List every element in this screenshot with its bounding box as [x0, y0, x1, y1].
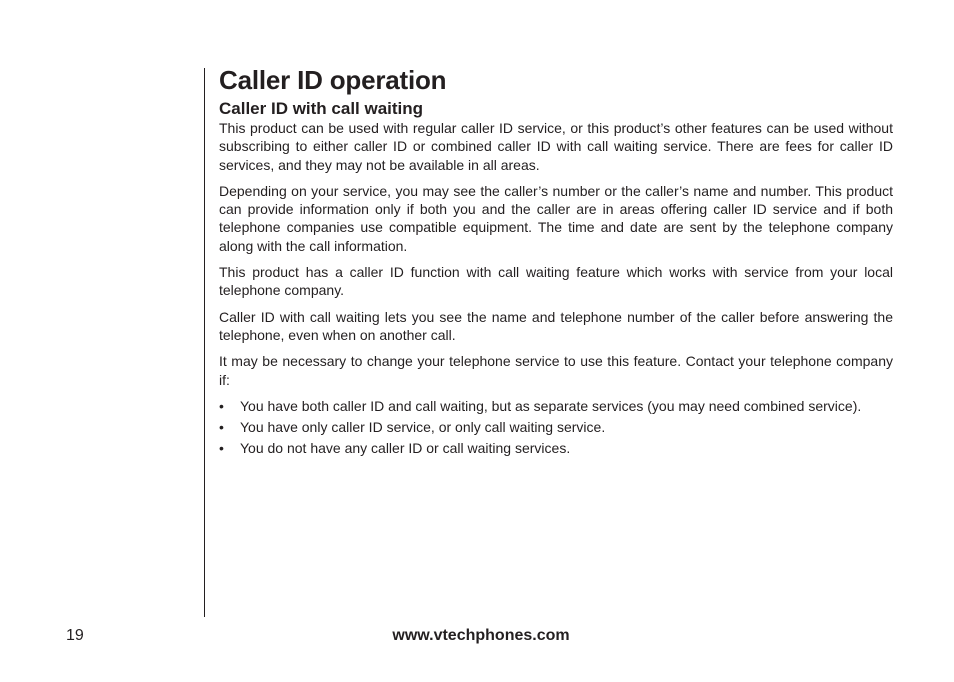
- paragraph-call-waiting: Caller ID with call waiting lets you see the name and telephone number of the caller before answering the telephone, even when on another call.: [219, 308, 893, 343]
- page-number: 19: [66, 627, 84, 644]
- page-content: [219, 64, 893, 460]
- bullet-icon: •: [219, 397, 224, 414]
- conditions-list: [219, 397, 893, 457]
- list-item: [219, 418, 893, 436]
- list-item-text: You have only caller ID service, or only call waiting service.: [240, 418, 606, 435]
- paragraph-contact: It may be necessary to change your telephone service to use this feature. Contact your telephone company if:: [219, 353, 893, 388]
- margin-rule: [204, 68, 205, 617]
- list-item: [219, 397, 893, 415]
- paragraph-service-display: Depending on your service, you may see the caller’s number or the caller’s name and number. This product can provide information only if both you and the caller are in areas offering caller ID service and if both telephone companies use compatible equipment. The time and date are sent by the telephone company along with the call information.: [219, 182, 893, 254]
- footer-url: www.vtechphones.com: [392, 627, 570, 644]
- bullet-icon: •: [219, 439, 224, 456]
- paragraph-function: This product has a caller ID function with call waiting feature which works with service from your local telephone company.: [219, 264, 893, 299]
- paragraph-intro: This product can be used with regular caller ID service, or this product’s other features can be used without subscribing to either caller ID or combined caller ID with call waiting service. There are fees for caller ID services, and they may not be available in all areas.: [219, 120, 893, 173]
- section-heading: Caller ID with call waiting: [219, 99, 424, 118]
- page-title: Caller ID operation: [219, 65, 447, 95]
- list-item-text: You do not have any caller ID or call waiting services.: [240, 439, 571, 456]
- bullet-icon: •: [219, 418, 224, 435]
- list-item-text: You have both caller ID and call waiting, but as separate services (you may need combined service).: [240, 397, 862, 414]
- list-item: [219, 439, 893, 457]
